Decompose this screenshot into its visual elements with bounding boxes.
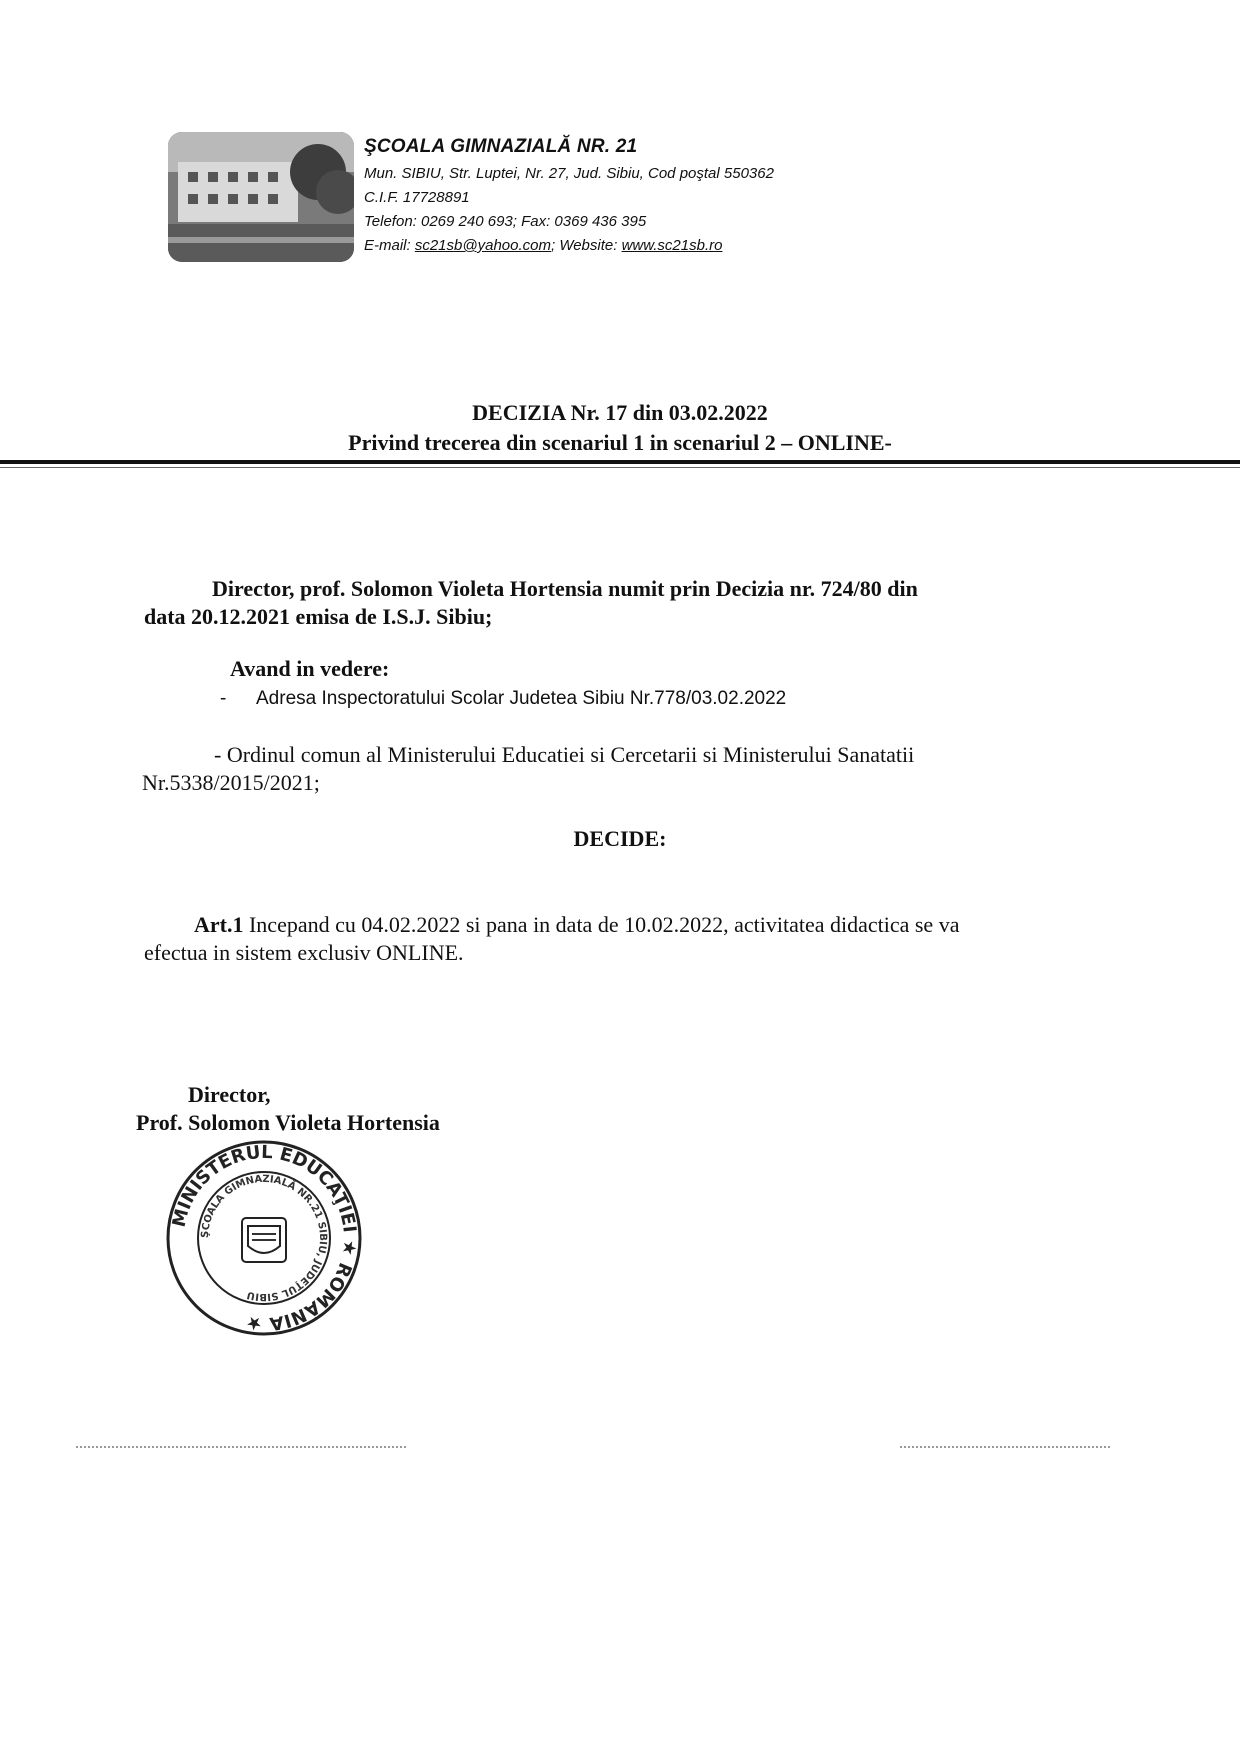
title-divider bbox=[0, 460, 1240, 464]
article-1-text: Incepand cu 04.02.2022 si pana in data de 10.02.2022, activitatea didactica se va bbox=[243, 912, 960, 937]
article-1-line2: efectua in sistem exclusiv ONLINE. bbox=[144, 940, 464, 965]
decide-heading: DECIDE: bbox=[573, 826, 667, 851]
bullet-dash: - bbox=[220, 688, 227, 709]
stamp-outer-text: MINISTERUL EDUCAŢIEI ★ ROMÂNIA ★ bbox=[168, 1141, 361, 1335]
coat-of-arms-icon bbox=[242, 1218, 286, 1262]
scan-artifact-dots-right bbox=[900, 1446, 1110, 1449]
title-divider-thin bbox=[0, 467, 1240, 468]
reference-item-1-text: Adresa Inspectoratului Scolar Judetea Sibiu Nr.778/03.02.2022 bbox=[256, 688, 787, 709]
stamp-inner-text: ŞCOALA GIMNAZIALĂ NR.21 SIBIU, JUDEŢUL SIBIU bbox=[199, 1173, 329, 1303]
school-header bbox=[364, 136, 774, 258]
order-reference-line2: Nr.5338/2015/2021; bbox=[142, 770, 320, 795]
considering-heading: Avand in vedere: bbox=[230, 656, 390, 681]
school-phone-fax: Telefon: 0269 240 693; Fax: 0369 436 395 bbox=[364, 213, 647, 230]
signature-name: Prof. Solomon Violeta Hortensia bbox=[136, 1110, 440, 1135]
website-link[interactable]: www.sc21sb.ro bbox=[621, 237, 723, 254]
school-contact bbox=[364, 234, 774, 258]
official-stamp bbox=[148, 1138, 380, 1338]
school-cif: C.I.F. 17728891 bbox=[364, 189, 470, 206]
director-appointment-line1: Director, prof. Solomon Violeta Hortensia numit prin Decizia nr. 724/80 din bbox=[212, 576, 918, 601]
director-appointment-line2: data 20.12.2021 emisa de I.S.J. Sibiu; bbox=[144, 604, 493, 629]
signature-role: Director, bbox=[188, 1082, 271, 1107]
school-address: Mun. SIBIU, Str. Luptei, Nr. 27, Jud. Sibiu, Cod poştal 550362 bbox=[364, 165, 774, 182]
school-name: ŞCOALA GIMNAZIALĂ NR. 21 bbox=[364, 136, 638, 157]
website-label: ; Website: bbox=[550, 237, 622, 254]
article-1-label: Art.1 bbox=[194, 912, 244, 937]
school-logo bbox=[168, 132, 354, 262]
svg-text:ŞCOALA GIMNAZIALĂ NR.21 SIBIU, bbox=[200, 1174, 328, 1302]
order-reference-line1: - Ordinul comun al Ministerului Educatiei si Cercetarii si Ministerului Sanatatii bbox=[214, 742, 915, 767]
decision-subject: Privind trecerea din scenariul 1 in scenariul 2 – ONLINE- bbox=[348, 430, 892, 455]
article-1-line1 bbox=[194, 912, 959, 938]
email-link[interactable]: sc21sb@yahoo.com bbox=[414, 237, 551, 254]
decision-title: DECIZIA Nr. 17 din 03.02.2022 bbox=[472, 400, 768, 425]
reference-item-1 bbox=[220, 688, 786, 710]
scan-artifact-dots-left bbox=[76, 1446, 406, 1449]
email-label: E-mail: bbox=[364, 237, 415, 254]
